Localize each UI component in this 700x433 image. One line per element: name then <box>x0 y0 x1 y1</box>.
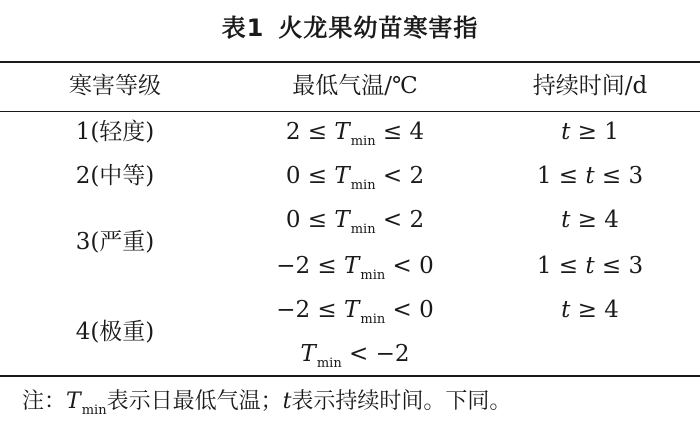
duration-cell <box>480 288 700 332</box>
temp-subscript: min <box>350 178 376 193</box>
duration-suffix: ≥ 4 <box>570 297 619 323</box>
note-lead: 注： <box>22 389 67 414</box>
table-footnote <box>22 380 511 424</box>
temp-cell <box>230 198 480 242</box>
grade-cell-3: 3(严重) <box>75 229 155 255</box>
temp-variable: T <box>334 119 350 145</box>
temp-suffix: < −2 <box>341 341 410 367</box>
duration-cell <box>480 332 700 376</box>
duration-variable: t <box>561 207 571 233</box>
temp-suffix: < 0 <box>385 297 434 323</box>
temp-prefix: 0 ≤ <box>285 207 335 233</box>
temp-subscript: min <box>360 268 386 283</box>
temp-cell <box>230 332 480 376</box>
note-variable-t-min: T <box>66 389 81 414</box>
table-number: 表1 <box>221 14 265 42</box>
temp-suffix: < 2 <box>375 207 425 233</box>
duration-suffix: ≤ 3 <box>594 163 644 189</box>
duration-suffix: ≥ 4 <box>570 207 619 233</box>
header-grade: 寒害等级 <box>69 73 161 99</box>
duration-variable: t <box>561 297 571 323</box>
header-duration: 持续时间/d <box>532 73 648 99</box>
duration-suffix: ≤ 3 <box>594 253 644 279</box>
note-text-duration: 表示持续时间。下同。 <box>291 389 512 414</box>
temp-cell <box>230 110 480 154</box>
temp-prefix: −2 ≤ <box>276 297 345 323</box>
duration-cell <box>480 154 700 198</box>
note-text-temp: 表示日最低气温； <box>106 389 283 414</box>
temp-subscript: min <box>316 356 342 371</box>
grade-cell-4: 4(极重) <box>75 319 155 345</box>
temp-variable: T <box>334 207 350 233</box>
bottom-rule <box>0 375 700 377</box>
temp-variable: T <box>300 341 316 367</box>
duration-cell <box>480 244 700 288</box>
temp-cell <box>230 154 480 198</box>
temp-prefix: 0 ≤ <box>285 163 335 189</box>
duration-variable: t <box>585 253 595 279</box>
note-variable-t: t <box>282 389 292 414</box>
temp-prefix: −2 ≤ <box>276 253 345 279</box>
temp-subscript: min <box>350 222 376 237</box>
header-temp: 最低气温/℃ <box>292 73 418 99</box>
temp-suffix: < 2 <box>375 163 425 189</box>
temp-variable: T <box>344 253 360 279</box>
top-rule <box>0 61 700 63</box>
temp-variable: T <box>334 163 350 189</box>
table-title: 火龙果幼苗寒害指 <box>278 14 479 42</box>
duration-prefix: 1 ≤ <box>536 253 586 279</box>
temp-variable: T <box>344 297 360 323</box>
duration-cell <box>480 198 700 242</box>
temp-suffix: ≤ 4 <box>375 119 425 145</box>
table-caption <box>0 8 700 43</box>
grade-cell-1: 1(轻度) <box>75 119 155 145</box>
duration-suffix: ≥ 1 <box>570 119 619 145</box>
duration-variable: t <box>561 119 571 145</box>
temp-subscript: min <box>350 134 376 149</box>
temp-prefix: 2 ≤ <box>285 119 335 145</box>
duration-cell <box>480 110 700 154</box>
note-subscript: min <box>81 403 107 418</box>
temp-suffix: < 0 <box>385 253 434 279</box>
duration-prefix: 1 ≤ <box>536 163 586 189</box>
temp-cell <box>230 288 480 332</box>
temp-cell <box>230 244 480 288</box>
duration-variable: t <box>585 163 595 189</box>
temp-subscript: min <box>360 312 386 327</box>
grade-cell-2: 2(中等) <box>75 163 155 189</box>
